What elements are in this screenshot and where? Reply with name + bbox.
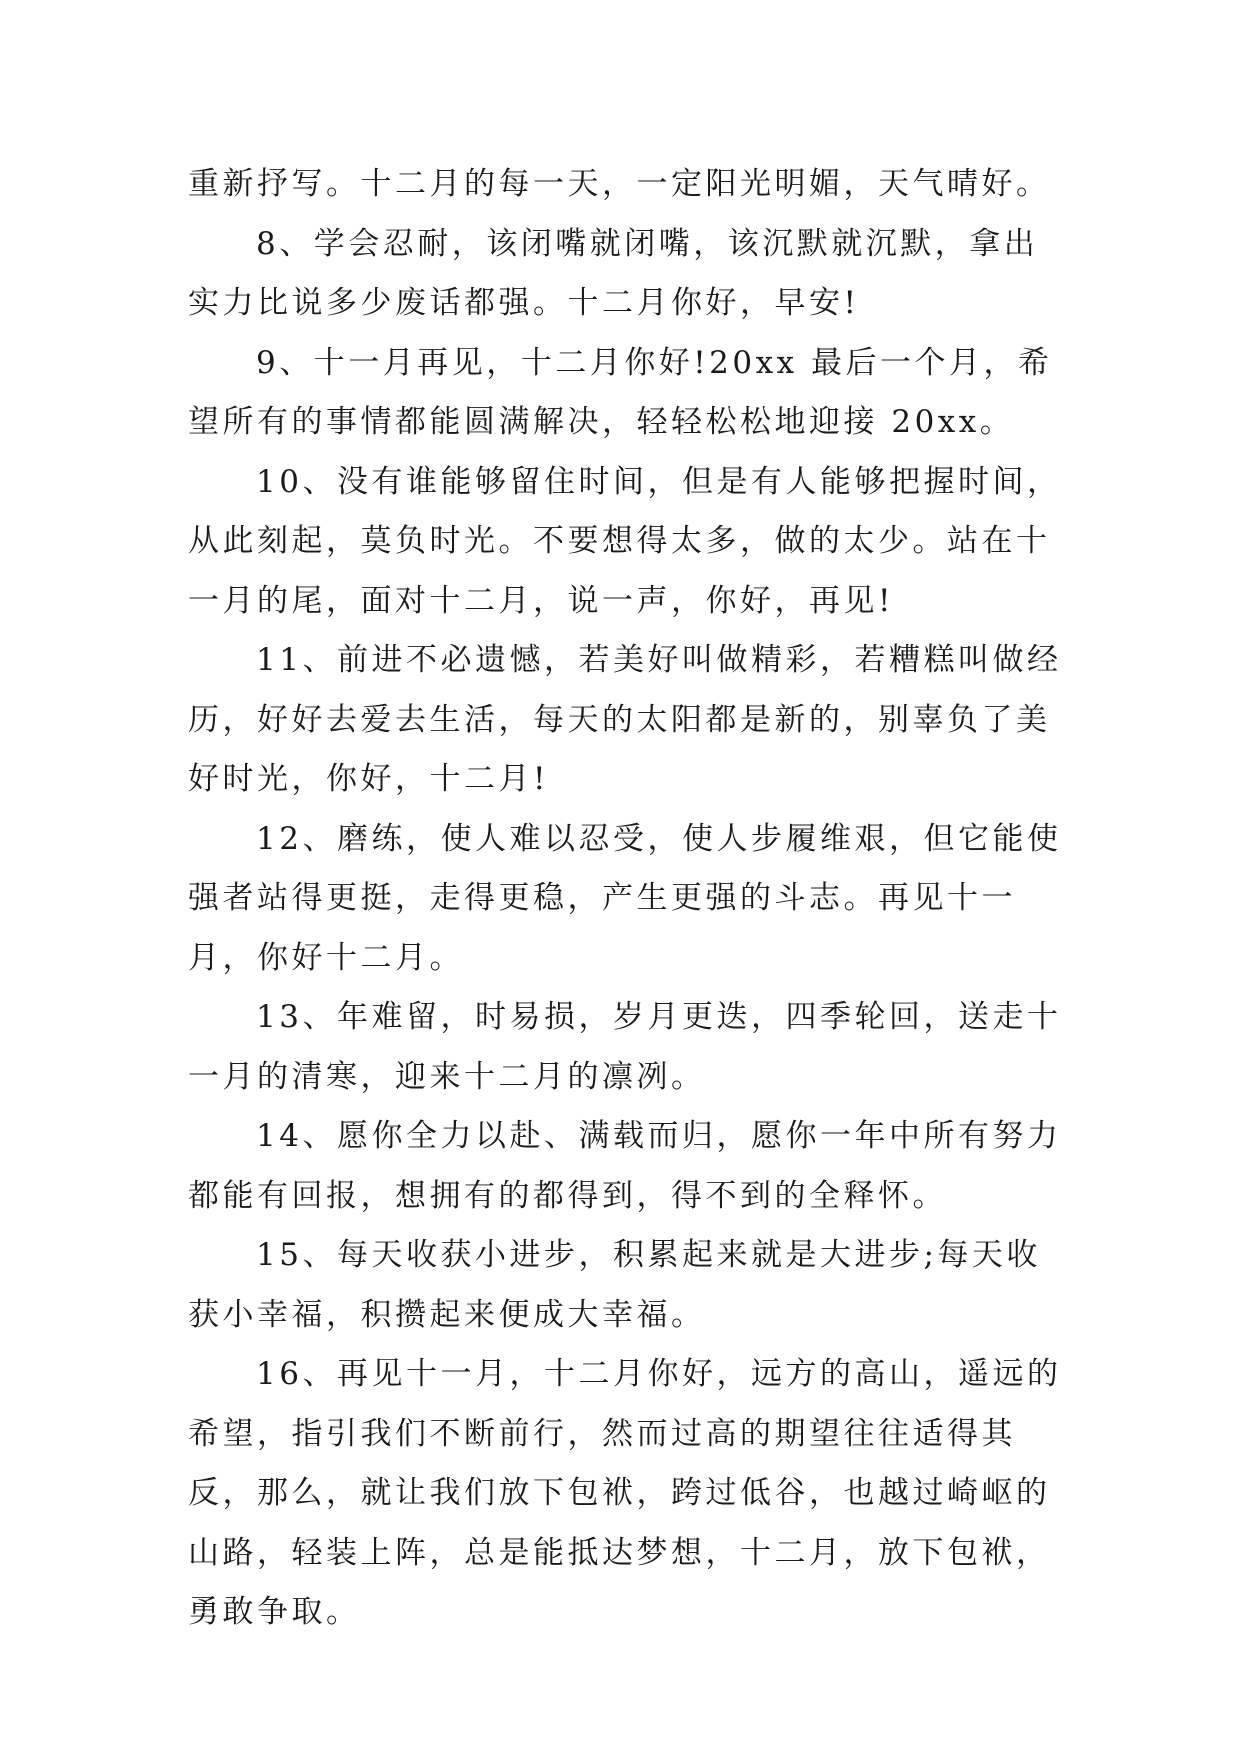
paragraph-item-12: 12、磨练，使人难以忍受，使人步履维艰，但它能使强者站得更挺，走得更稳，产生更强的斗志。再见十一月，你好十二月。	[188, 820, 1062, 976]
paragraph-item-9: 9、十一月再见，十二月你好!20xx 最后一个月，希望所有的事情都能圆满解决，轻轻松松地迎接 20xx。	[188, 344, 1053, 440]
paragraph-item-11: 11、前进不必遗憾，若美好叫做精彩，若糟糕叫做经历，好好去爱去生活，每天的太阳都是新的，别辜负了美好时光，你好，十二月!	[188, 642, 1062, 797]
paragraph-item-14: 14、愿你全力以赴、满载而归，愿你一年中所有努力都能有回报，想拥有的都得到，得不到的全释怀。	[188, 1118, 1062, 1214]
document-body	[188, 155, 1068, 1643]
paragraph-item-8: 8、学会忍耐，该闭嘴就闭嘴，该沉默就沉默，拿出实力比说多少废话都强。十二月你好，早安!	[188, 225, 1039, 321]
paragraph-continuation: 重新抒写。十二月的每一天，一定阳光明媚，天气晴好。	[188, 166, 1051, 202]
paragraph-item-10: 10、没有谁能够留住时间，但是有人能够把握时间，从此刻起，莫负时光。不要想得太多，做的太少。站在十一月的尾，面对十二月，说一声，你好，再见!	[188, 463, 1062, 619]
paragraph-item-16: 16、再见十一月，十二月你好，远方的高山，遥远的希望，指引我们不断前行，然而过高的期望往往适得其反，那么，就让我们放下包袱，跨过低谷，也越过崎岖的山路，轻装上阵，总是能抵达梦想，十二月，放下包袱，勇敢争取。	[188, 1356, 1062, 1630]
paragraph-item-15: 15、每天收获小进步，积累起来就是大进步;每天收获小幸福，积攒起来便成大幸福。	[188, 1237, 1041, 1333]
paragraph-item-13: 13、年难留，时易损，岁月更迭，四季轮回，送走十一月的清寒，迎来十二月的凛冽。	[188, 999, 1062, 1095]
